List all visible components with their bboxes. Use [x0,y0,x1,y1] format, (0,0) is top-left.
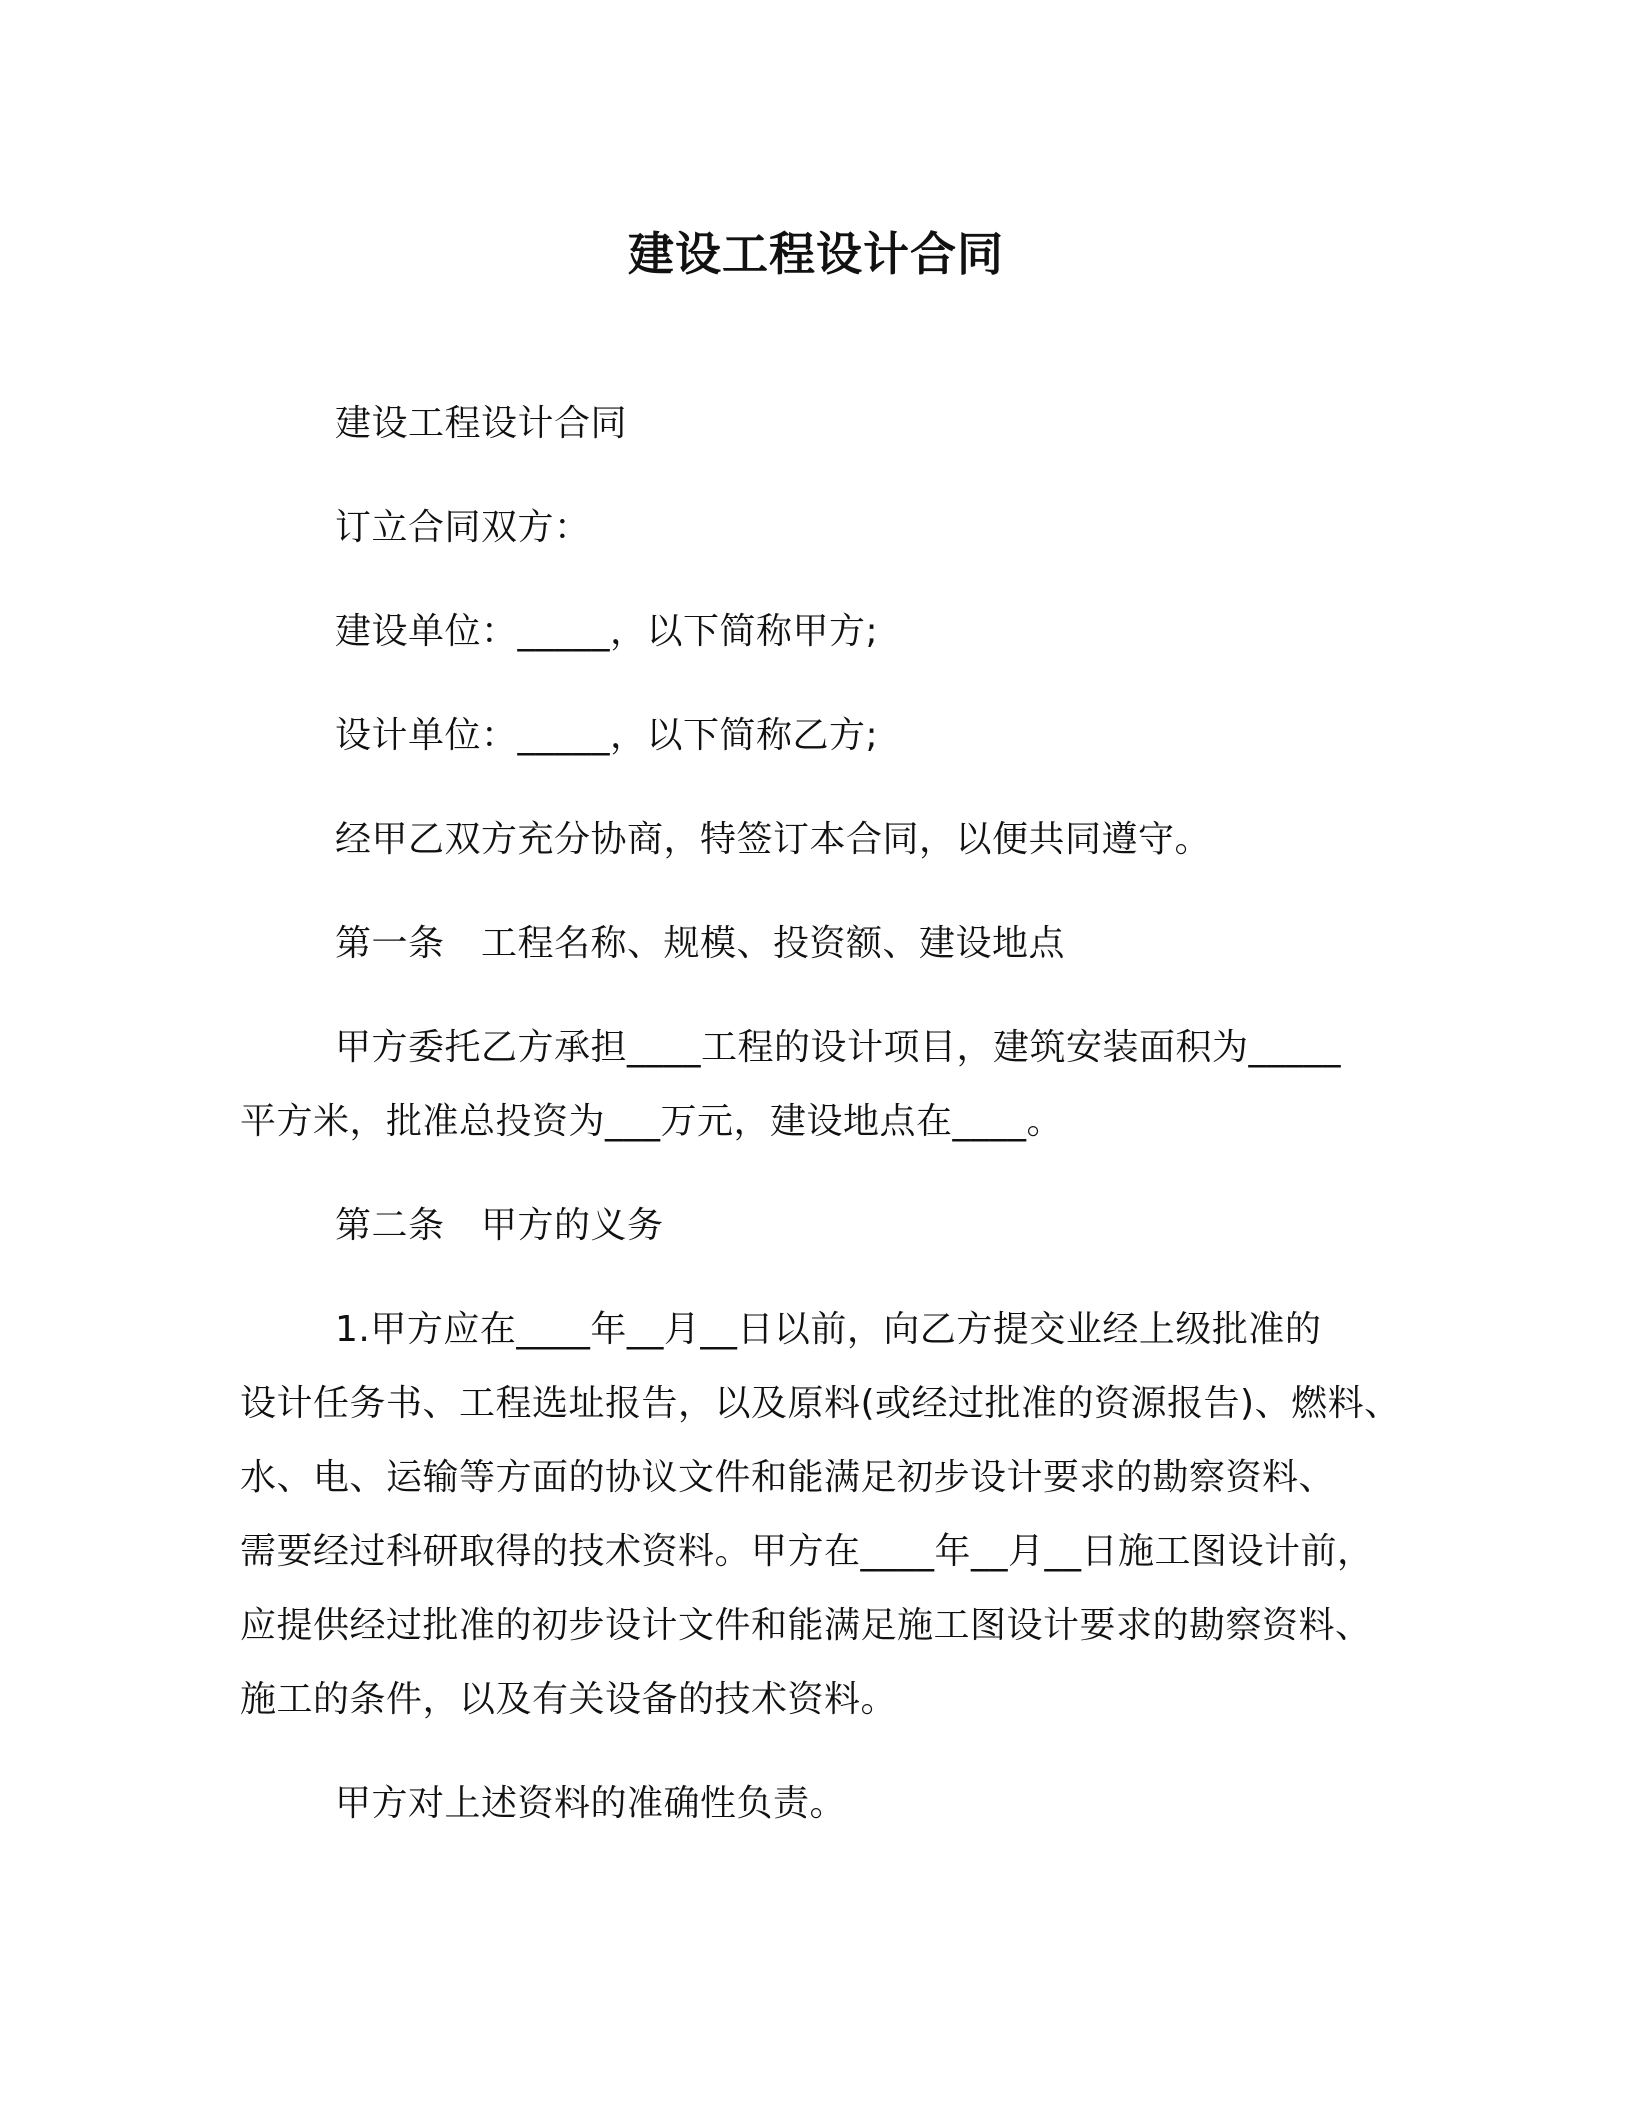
paragraph-party-a: 建设单位：_____，以下简称甲方; [335,611,879,652]
article-1-text-line-1: 甲方委托乙方承担____工程的设计项目，建筑安装面积为_____ [335,1027,1342,1068]
article-2-heading: 第二条 甲方的义务 [335,1205,664,1246]
paragraph-subtitle: 建设工程设计合同 [335,403,628,444]
article-2-item-1-line-4: 需要经过科研取得的技术资料。甲方在____年__月__日施工图设计前， [240,1531,1374,1572]
article-2-item-1-line-6: 施工的条件，以及有关设备的技术资料。 [240,1679,898,1720]
article-2-item-1-line-1: 1.甲方应在____年__月__日以前，向乙方提交业经上级批准的 [335,1309,1322,1350]
article-2-item-1-line-2: 设计任务书、工程选址报告，以及原料(或经过批准的资源报告)、燃料、 [240,1383,1401,1424]
article-2-item-1-line-3: 水、电、运输等方面的协议文件和能满足初步设计要求的勘察资料、 [240,1457,1336,1498]
article-1-heading: 第一条 工程名称、规模、投资额、建设地点 [335,923,1066,964]
paragraph-accuracy: 甲方对上述资料的准确性负责。 [335,1783,847,1824]
paragraph-party-b: 设计单位：_____，以下简称乙方; [335,715,879,756]
article-2-item-1-line-5: 应提供经过批准的初步设计文件和能满足施工图设计要求的勘察资料、 [240,1605,1372,1646]
article-1-text-line-2: 平方米，批准总投资为___万元，建设地点在____。 [240,1101,1064,1142]
document-title: 建设工程设计合同 [628,227,1004,281]
paragraph-agreement: 经甲乙双方充分协商，特签订本合同，以便共同遵守。 [335,819,1212,860]
paragraph-parties-heading: 订立合同双方： [335,507,591,548]
